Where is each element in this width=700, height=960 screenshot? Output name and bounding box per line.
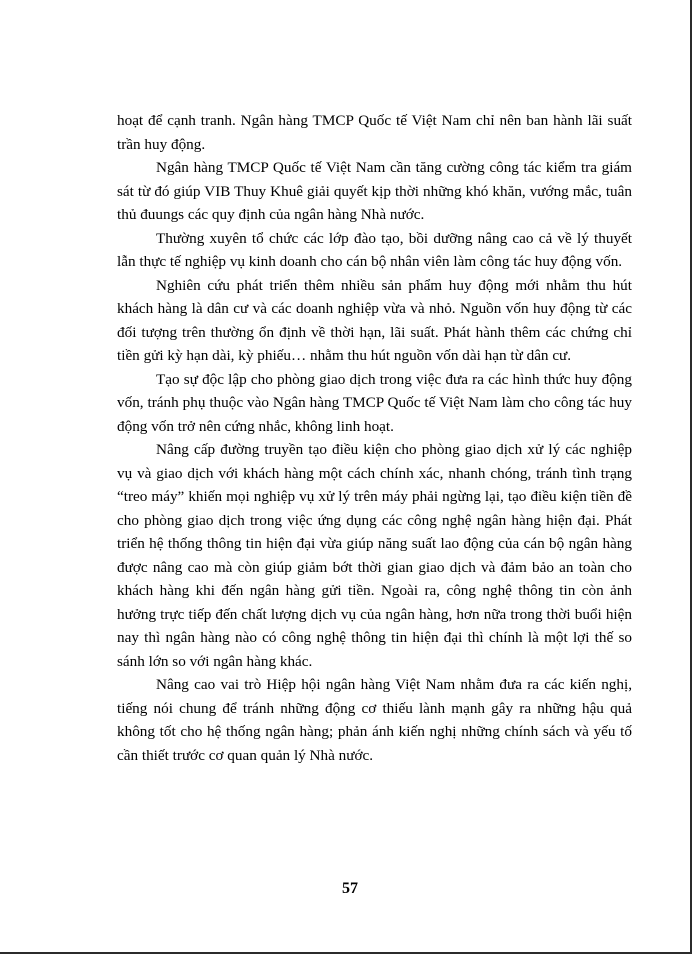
paragraph-7: Nâng cao vai trò Hiệp hội ngân hàng Việt Nam nhằm đưa ra các kiến nghị, tiếng nói chung để tránh những động cơ thiếu lành mạnh gây ra những hậu quả không tốt cho hệ thống ngân hàng; phản ánh kiến nghị những chính sách và yếu tố cần thiết trước cơ quan quản lý Nhà nước.: [117, 676, 632, 764]
paragraph-1: hoạt để cạnh tranh. Ngân hàng TMCP Quốc tế Việt Nam chỉ nên ban hành lãi suất trần huy động.: [117, 112, 632, 153]
paragraph-6: Nâng cấp đường truyền tạo điều kiện cho phòng giao dịch xử lý các nghiệp vụ và giao dịch với khách hàng một cách chính xác, nhanh chóng, tránh tình trạng “treo máy” khiến mọi nghiệp vụ xử lý trên máy phải ngừng lại, tạo điều kiện tiền đề cho phòng giao dịch trong việc ứng dụng các công nghệ ngân hàng hiện đại. Phát triển hệ thống thông tin hiện đại vừa giúp năng suất lao động của cán bộ ngân hàng được nâng cao mà còn giúp giảm bớt thời gian giao dịch và đảm bảo an toàn cho khách hàng khi đến ngân hàng gửi tiền. Ngoài ra, công nghệ thông tin còn ảnh hưởng trực tiếp đến chất lượng dịch vụ của ngân hàng, hơn nữa trong thời buổi hiện nay thì ngân hàng nào có công nghệ thông tin hiện đại thì chính là một lợi thế so sánh lớn so với ngân hàng khác.: [117, 441, 632, 670]
paragraph-3: Thường xuyên tổ chức các lớp đào tạo, bồi dưỡng nâng cao cả về lý thuyết lẫn thực tế nghiệp vụ kinh doanh cho cán bộ nhân viên làm công tác huy động vốn.: [117, 229, 632, 270]
document-body: [117, 109, 632, 767]
paragraph-2: Ngân hàng TMCP Quốc tế Việt Nam cần tăng cường công tác kiểm tra giám sát từ đó giúp VIB Thuy Khuê giải quyết kịp thời những khó khăn, vướng mắc, tuân thủ đuungs các quy định của ngân hàng Nhà nước.: [117, 159, 632, 223]
paragraph-4: Nghiên cứu phát triển thêm nhiều sản phẩm huy động mới nhằm thu hút khách hàng là dân cư và các doanh nghiệp vừa và nhỏ. Nguồn vốn huy động từ các đối tượng trên thường ổn định về thời hạn, lãi suất. Phát hành thêm các chứng chỉ tiền gửi kỳ hạn dài, kỳ phiếu… nhằm thu hút nguồn vốn dài hạn từ dân cư.: [117, 276, 632, 364]
page-number: 57: [342, 880, 358, 897]
paragraph-5: Tạo sự độc lập cho phòng giao dịch trong việc đưa ra các hình thức huy động vốn, tránh phụ thuộc vào Ngân hàng TMCP Quốc tế Việt Nam làm cho công tác huy động vốn trở nên cứng nhắc, không linh hoạt.: [117, 370, 632, 435]
